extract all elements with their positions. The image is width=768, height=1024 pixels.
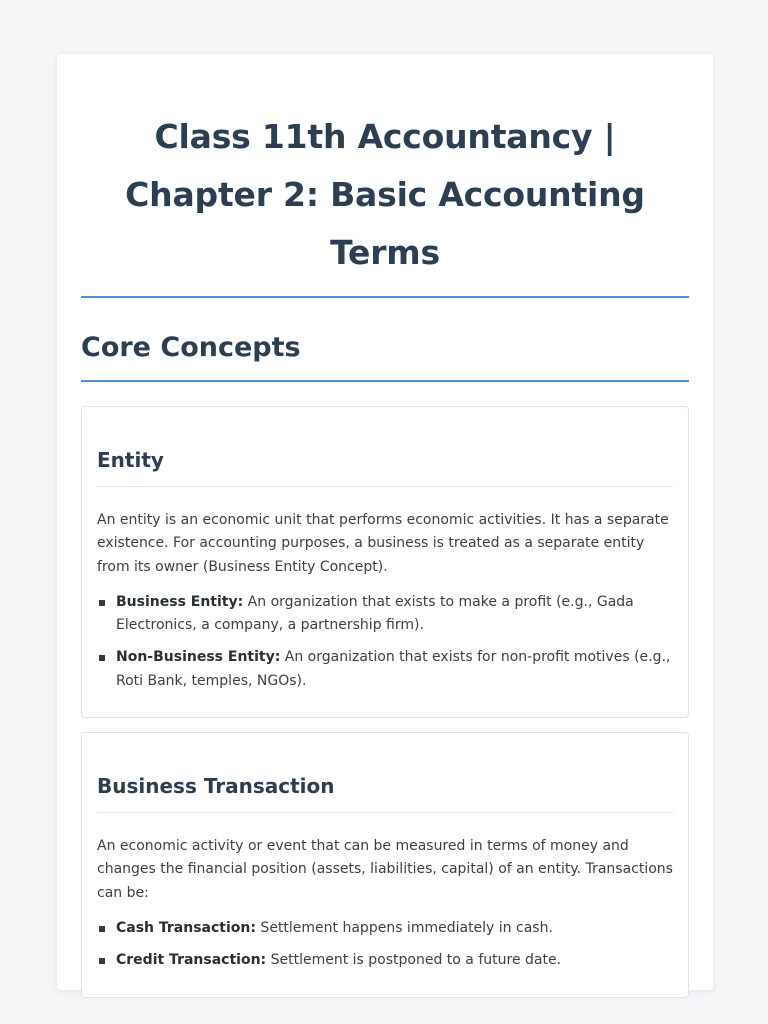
list-item-text: Settlement is postponed to a future date. bbox=[266, 952, 562, 969]
list-item bbox=[97, 646, 673, 693]
square-bullet-icon bbox=[99, 600, 105, 606]
card-paragraph: An economic activity or event that can be measured in terms of money and changes the financial position (assets, liabilities, capital) of an entity. Transactions can be: bbox=[97, 838, 673, 901]
square-bullet-icon bbox=[99, 926, 105, 932]
square-bullet-icon bbox=[99, 958, 105, 964]
title-divider bbox=[81, 296, 689, 298]
square-bullet-icon bbox=[99, 655, 105, 661]
card-business-transaction bbox=[81, 732, 689, 997]
card-entity bbox=[81, 406, 689, 718]
section-divider bbox=[81, 380, 689, 382]
list-item bbox=[97, 917, 673, 940]
card-divider bbox=[97, 486, 673, 487]
page-title: Class 11th Accountancy | Chapter 2: Basic Accounting Terms bbox=[125, 117, 645, 272]
bullet-list bbox=[97, 917, 673, 997]
list-item-text: An organization that exists for non-profit motives (e.g., Roti Bank, temples, NGOs). bbox=[116, 649, 671, 689]
list-item bbox=[97, 949, 673, 972]
card-divider bbox=[97, 812, 673, 813]
bullet-list bbox=[97, 591, 673, 717]
list-item-term: Cash Transaction: bbox=[116, 919, 256, 936]
document-content bbox=[81, 54, 689, 998]
list-item-term: Business Entity: bbox=[116, 593, 244, 610]
card-paragraph: An entity is an economic unit that performs economic activities. It has a separate existence. For accounting purposes, a business is treated as a separate entity from its owner (Business Entity Concept). bbox=[97, 512, 669, 575]
card-heading: Business Transaction bbox=[97, 774, 335, 799]
list-item bbox=[97, 591, 673, 638]
list-item-term: Non-Business Entity: bbox=[116, 649, 281, 666]
document-page bbox=[57, 54, 713, 990]
list-item-text: An organization that exists to make a profit (e.g., Gada Electronics, a company, a partnership firm). bbox=[116, 593, 634, 634]
section-title: Core Concepts bbox=[81, 332, 301, 363]
list-item-text: Settlement happens immediately in cash. bbox=[255, 919, 553, 936]
list-item-term: Credit Transaction: bbox=[116, 952, 267, 969]
card-heading: Entity bbox=[97, 448, 164, 472]
